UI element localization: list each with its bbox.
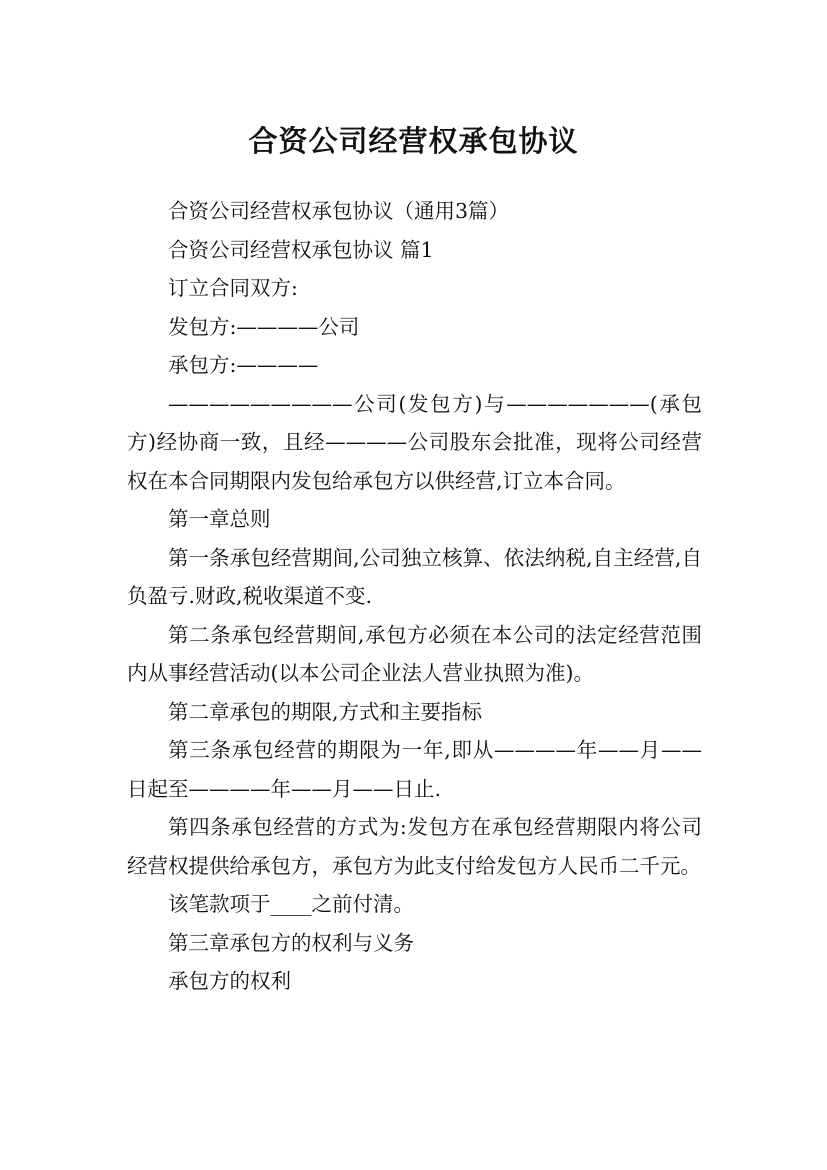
paragraph: 订立合同双方:	[168, 276, 298, 300]
paragraph: 第一条承包经营期间,公司独立核算、依法纳税,自主经营,自负盈亏.财政,税收渠道不变.	[127, 545, 702, 608]
paragraph: 第二条承包经营期间,承包方必须在本公司的法定经营范围内从事经营活动(以本公司企业法人营业执照为准)。	[127, 622, 702, 685]
document-title: 合资公司经营权承包协议	[248, 124, 579, 159]
paragraph: —————————公司(发包方)与———————(承包方)经协商一致，且经————公司股东会批准，现将公司经营权在本合同期限内发包给承包方以供经营,订立本合同。	[127, 391, 702, 493]
paragraph: 第二章承包的期限,方式和主要指标	[168, 699, 483, 724]
paragraph: 第三条承包经营的期限为一年,即从————年——月——日起至————年——月——日止.	[127, 738, 702, 801]
document-body	[127, 192, 702, 1001]
paragraph: 合资公司经营权承包协议（通用3篇）	[168, 199, 510, 223]
paragraph: 第四条承包经营的方式为:发包方在承包经营期限内将公司经营权提供给承包方，承包方为此支付给发包方人民币二千元。	[127, 815, 702, 878]
paragraph: 合资公司经营权承包协议 篇1	[168, 237, 434, 262]
paragraph: 第一章总则	[168, 507, 271, 531]
paragraph: 第三章承包方的权利与义务	[168, 930, 414, 955]
paragraph: 该笔款项于____之前付清。	[168, 892, 414, 916]
paragraph: 发包方:————公司	[168, 314, 360, 339]
paragraph: 承包方的权利	[168, 969, 291, 993]
paragraph: 承包方:————	[168, 353, 319, 377]
